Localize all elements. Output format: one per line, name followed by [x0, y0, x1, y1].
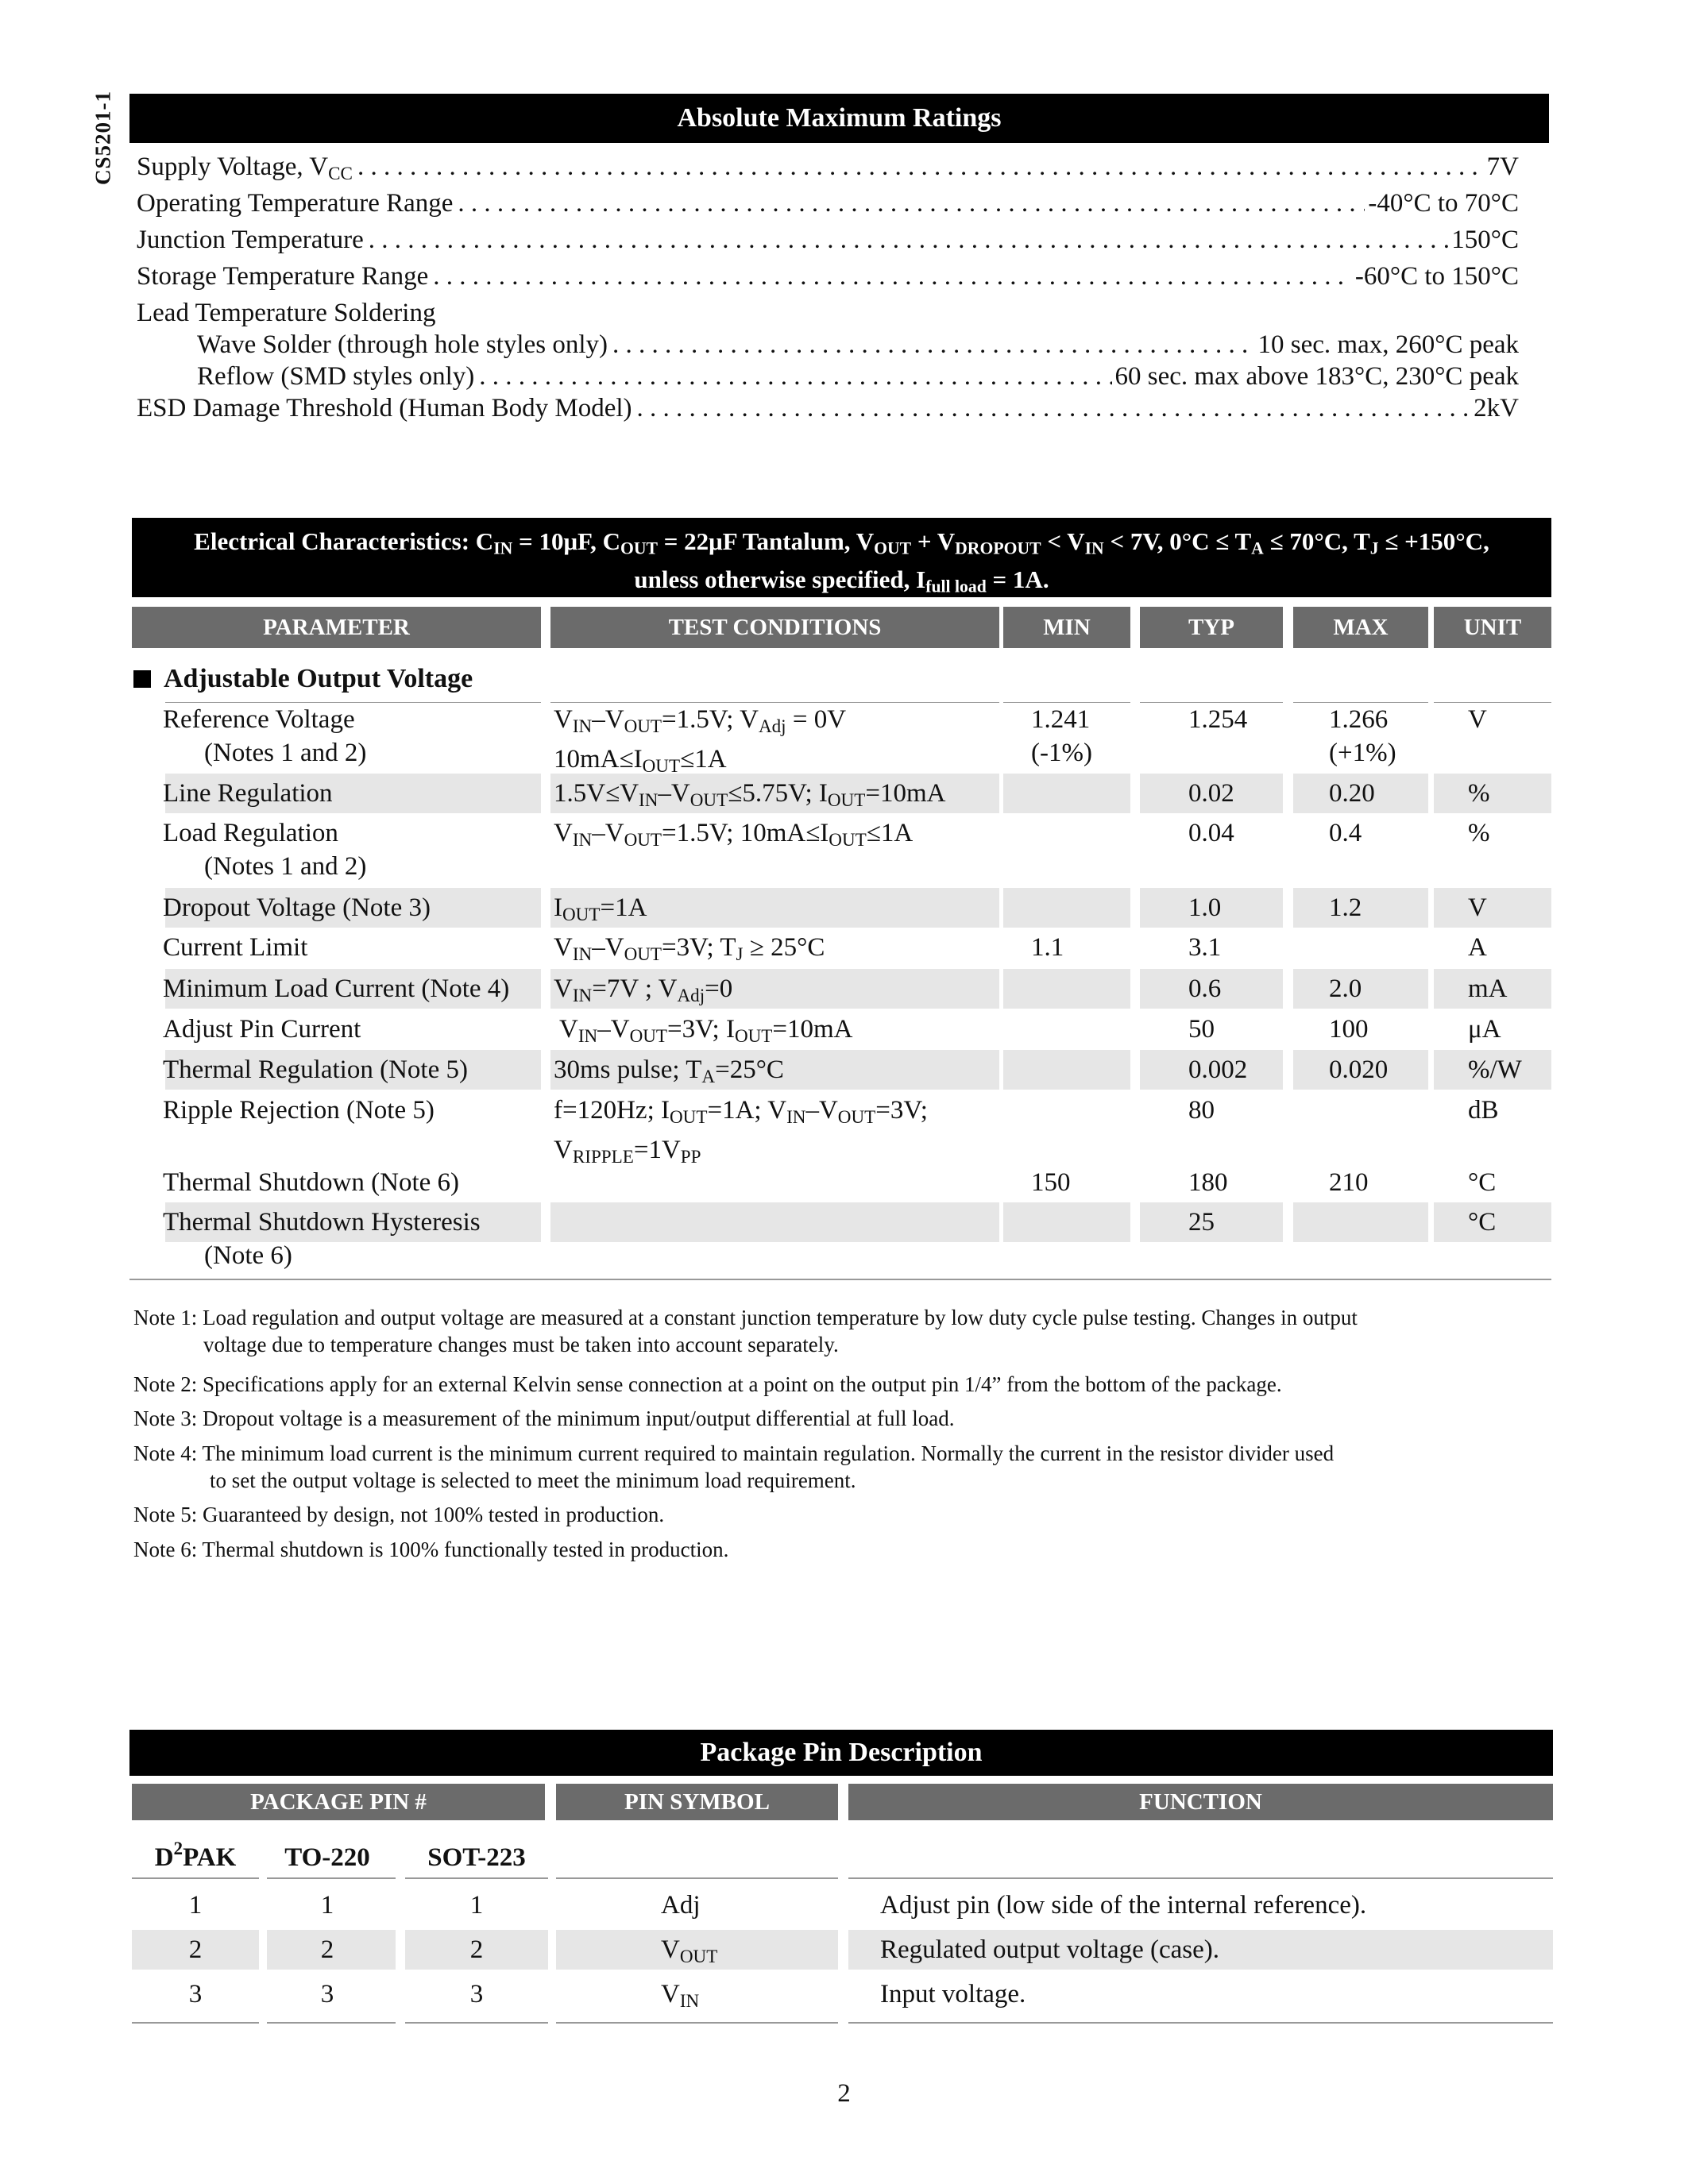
max-adjust-pin-current: 100 — [1329, 1015, 1369, 1044]
cond-ripple-rejection: f=120Hz; $I_{OUT}=1A$; $V_{IN}-V_{OUT}=3V$; $V_{RIPPLE}=1V_{PP}$ — [554, 1096, 928, 1167]
section-adjustable-output: Adjustable Output Voltage — [133, 662, 473, 696]
param-reference-voltage: Reference Voltage (Notes 1 and 2) — [163, 705, 367, 767]
unit-reference-voltage: V — [1468, 705, 1487, 734]
note-2: Note 2: Specifications apply for an external Kelvin sense connection at a point on the output pin 1/4” from the bottom of the package. — [133, 1372, 1282, 1396]
pin-row-3-function: Input voltage. — [880, 1980, 1026, 2008]
unit-thermal-shutdown-hysteresis: °C — [1468, 1208, 1497, 1237]
rating-wave-solder: Wave Solder (through hole styles only) . . . 10 sec. max, 260°C peak — [197, 328, 1519, 361]
pin-row-1-to220: 1 — [320, 1891, 334, 1920]
col-package-pin: PACKAGE PIN # — [132, 1784, 545, 1820]
note-6: Note 6: Thermal shutdown is 100% functionally tested in production. — [133, 1538, 729, 1561]
pin-row-1-function: Adjust pin (low side of the internal reference). — [880, 1891, 1367, 1920]
unit-current-limit: A — [1468, 933, 1487, 962]
typ-min-load-current: 0.6 — [1188, 974, 1222, 1003]
square-bullet-icon — [133, 670, 151, 688]
rating-operating-temp: Operating Temperature Range . . . -40°C to 70°C — [137, 187, 1519, 220]
param-dropout-voltage: Dropout Voltage (Note 3) — [163, 893, 431, 922]
cond-line-regulation: $1.5V\le V_{IN}-V_{OUT}\le 5.75V$; $I_{OUT}=10mA$ — [554, 779, 946, 810]
pin-row-2-symbol: $V_{OUT}$ — [661, 1935, 718, 1966]
unit-adjust-pin-current: μA — [1468, 1015, 1501, 1044]
min-current-limit: 1.1 — [1031, 933, 1064, 962]
table-bottom-rule — [129, 1279, 1551, 1280]
max-reference-voltage: 1.266 (+1%) — [1329, 705, 1396, 767]
col-parameter: PARAMETER — [132, 607, 541, 648]
pin-row-1-symbol: Adj — [661, 1891, 701, 1920]
note-1: Note 1: Load regulation and output voltage are measured at a constant junction temperature by low duty cycle pulse testing. Changes in output voltage due to temperature changes must be taken into account separately. — [133, 1306, 1358, 1356]
col-test-conditions: TEST CONDITIONS — [550, 607, 999, 648]
unit-thermal-shutdown: °C — [1468, 1168, 1497, 1197]
rating-junction-temp: Junction Temperature . . . 150°C — [137, 223, 1519, 257]
typ-load-regulation: 0.04 — [1188, 819, 1234, 847]
max-line-regulation: 0.20 — [1329, 779, 1375, 808]
cond-dropout-voltage: $I_{OUT}=1A$ — [554, 893, 647, 924]
param-min-load-current: Minimum Load Current (Note 4) — [163, 974, 510, 1003]
pin-row-2-function: Regulated output voltage (case). — [880, 1935, 1220, 1964]
cond-adjust-pin-current: $V_{IN}-V_{OUT}=3V$; $I_{OUT}=10mA$ — [559, 1015, 853, 1046]
abs-max-title: Absolute Maximum Ratings — [129, 94, 1549, 143]
min-thermal-shutdown: 150 — [1031, 1168, 1071, 1197]
side-part-number: CS5201-1 — [91, 91, 115, 186]
col-unit: UNIT — [1434, 607, 1551, 648]
unit-line-regulation: % — [1468, 779, 1490, 808]
param-current-limit: Current Limit — [163, 933, 308, 962]
col-typ: TYP — [1140, 607, 1283, 648]
rating-esd: ESD Damage Threshold (Human Body Model) . . . 2kV — [137, 392, 1519, 425]
max-thermal-shutdown: 210 — [1329, 1168, 1369, 1197]
col-pin-symbol: PIN SYMBOL — [556, 1784, 838, 1820]
note-5: Note 5: Guaranteed by design, not 100% tested in production. — [133, 1503, 665, 1526]
pin-row-1-d2pak: 1 — [188, 1891, 203, 1920]
elec-char-title: Electrical Characteristics: $C_{IN} = 10\mu F$, $C_{OUT} = 22\mu F$ Tantalum, $V_{OUT} + V_{DROPOUT} < V_{IN} < 7V$, $0^\circ C \le T_A \le 70^\circ C$, $T_J \le +150^\circ C$, unless otherwise specified, $I_{full load} = 1A$. — [132, 518, 1551, 597]
pin-row-3-sot223: 3 — [469, 1980, 484, 2008]
subcol-d2pak: $D^2PAK$ — [154, 1838, 237, 1872]
typ-reference-voltage: 1.254 — [1188, 705, 1248, 734]
param-load-regulation: Load Regulation (Notes 1 and 2) — [163, 819, 367, 881]
typ-line-regulation: 0.02 — [1188, 779, 1234, 808]
param-thermal-shutdown-hysteresis: Thermal Shutdown Hysteresis (Note 6) — [163, 1208, 481, 1270]
pin-row-1-sot223: 1 — [469, 1891, 484, 1920]
typ-dropout-voltage: 1.0 — [1188, 893, 1222, 922]
cond-thermal-regulation: 30ms pulse; $T_A=25^\circ C$ — [554, 1055, 784, 1086]
rating-reflow: Reflow (SMD styles only) . . . 60 sec. max above 183°C, 230°C peak — [197, 360, 1519, 393]
typ-thermal-shutdown-hysteresis: 25 — [1188, 1208, 1215, 1237]
subcol-to220: TO-220 — [284, 1843, 370, 1872]
page-number: 2 — [837, 2079, 851, 2108]
col-min: MIN — [1003, 607, 1130, 648]
pin-row-2-d2pak: 2 — [188, 1935, 203, 1964]
col-function: FUNCTION — [848, 1784, 1553, 1820]
typ-thermal-regulation: 0.002 — [1188, 1055, 1248, 1084]
max-dropout-voltage: 1.2 — [1329, 893, 1362, 922]
max-min-load-current: 2.0 — [1329, 974, 1362, 1003]
cond-current-limit: $V_{IN}-V_{OUT}=3V$; $T_J \ge 25^\circ C$ — [554, 933, 825, 964]
max-thermal-regulation: 0.020 — [1329, 1055, 1389, 1084]
cond-load-regulation: $V_{IN}-V_{OUT}=1.5V$; $10mA\le I_{OUT}\le 1A$ — [554, 819, 914, 850]
param-adjust-pin-current: Adjust Pin Current — [163, 1015, 361, 1044]
param-line-regulation: Line Regulation — [163, 779, 333, 808]
cond-reference-voltage: $V_{IN}-V_{OUT}=1.5V$; $V_{Adj} = 0V$ $10mA\le I_{OUT}\le 1A$ — [554, 705, 847, 776]
unit-thermal-regulation: %/W — [1468, 1055, 1522, 1084]
max-load-regulation: 0.4 — [1329, 819, 1362, 847]
rating-storage-temp: Storage Temperature Range . . . -60°C to 150°C — [137, 260, 1519, 293]
typ-thermal-shutdown: 180 — [1188, 1168, 1228, 1197]
rating-lead-temp: Lead Temperature Soldering — [137, 299, 436, 327]
pin-row-3-symbol: $V_{IN}$ — [661, 1980, 700, 2011]
param-thermal-regulation: Thermal Regulation (Note 5) — [163, 1055, 468, 1084]
typ-current-limit: 3.1 — [1188, 933, 1222, 962]
pin-row-3-to220: 3 — [320, 1980, 334, 2008]
param-ripple-rejection: Ripple Rejection (Note 5) — [163, 1096, 435, 1125]
pin-row-3-d2pak: 3 — [188, 1980, 203, 2008]
param-thermal-shutdown: Thermal Shutdown (Note 6) — [163, 1168, 460, 1197]
note-4: Note 4: The minimum load current is the minimum current required to maintain regulation. Normally the current in the resistor divider used to set the output voltage is selected to meet the minimum load requirement. — [133, 1441, 1335, 1492]
unit-dropout-voltage: V — [1468, 893, 1487, 922]
unit-load-regulation: % — [1468, 819, 1490, 847]
pin-desc-title: Package Pin Description — [129, 1730, 1553, 1776]
subcol-sot223: SOT-223 — [427, 1843, 526, 1872]
col-max: MAX — [1293, 607, 1428, 648]
typ-ripple-rejection: 80 — [1188, 1096, 1215, 1125]
cond-min-load-current: $V_{IN}=7V$ ; $V_{Adj}=0$ — [554, 974, 733, 1005]
typ-adjust-pin-current: 50 — [1188, 1015, 1215, 1044]
min-reference-voltage: 1.241 (-1%) — [1031, 705, 1092, 767]
pin-row-2-to220: 2 — [320, 1935, 334, 1964]
unit-min-load-current: mA — [1468, 974, 1508, 1003]
unit-ripple-rejection: dB — [1468, 1096, 1499, 1125]
note-3: Note 3: Dropout voltage is a measurement of the minimum input/output differential at full load. — [133, 1406, 955, 1430]
rating-supply-voltage: Supply Voltage, $V_{CC}$ . . . 7V — [137, 150, 1519, 183]
pin-row-2-sot223: 2 — [469, 1935, 484, 1964]
